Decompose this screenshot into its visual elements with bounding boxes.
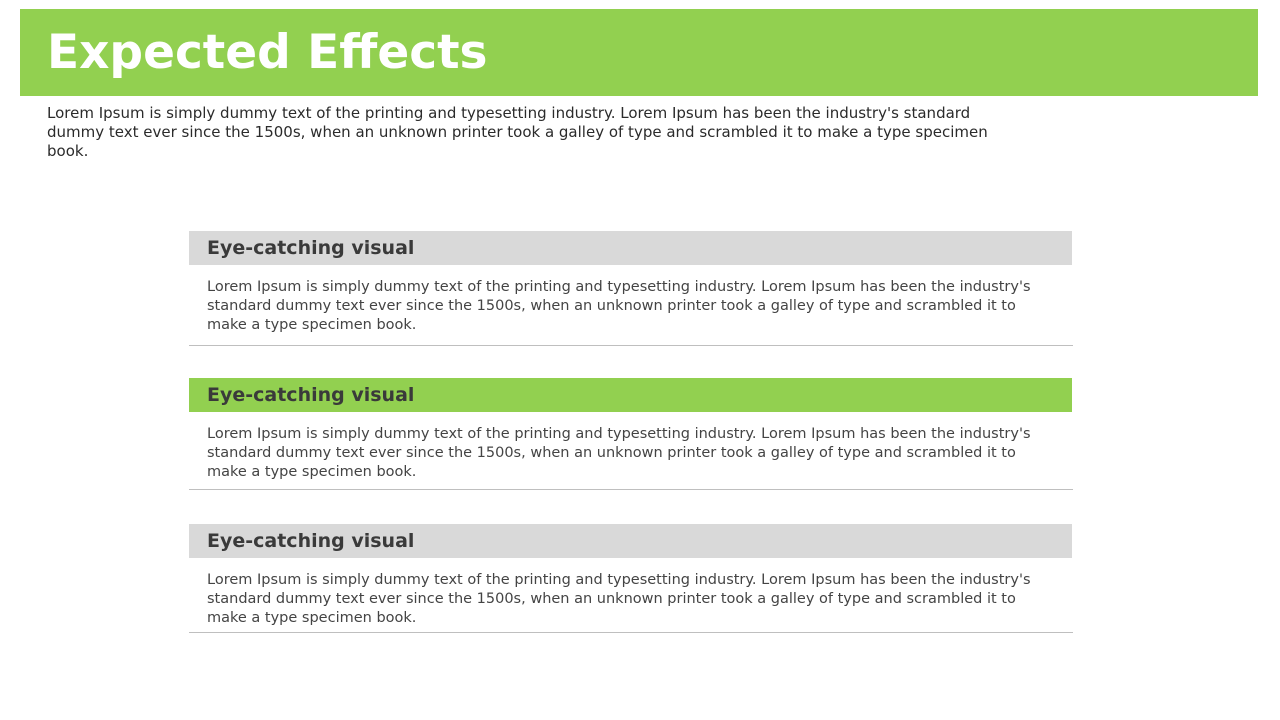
effect-section-3: [189, 524, 1073, 633]
page-title: Expected Effects: [47, 25, 488, 80]
effect-section-2: [189, 378, 1073, 490]
section-body: Lorem Ipsum is simply dummy text of the printing and typesetting industry. Lorem Ipsum has been the industry's standard dummy text ever since the 1500s, when an unknown printer took a galley of type and scrambled it to make a type specimen book.: [207, 279, 1031, 333]
section-body: Lorem Ipsum is simply dummy text of the printing and typesetting industry. Lorem Ipsum has been the industry's standard dummy text ever since the 1500s, when an unknown printer took a galley of type and scrambled it to make a type specimen book.: [207, 572, 1031, 626]
section-divider: [189, 489, 1073, 490]
section-divider: [189, 632, 1073, 633]
section-body: Lorem Ipsum is simply dummy text of the printing and typesetting industry. Lorem Ipsum has been the industry's standard dummy text ever since the 1500s, when an unknown printer took a galley of type and scrambled it to make a type specimen book.: [207, 426, 1031, 480]
title-banner: [20, 9, 1258, 96]
intro-paragraph: Lorem Ipsum is simply dummy text of the printing and typesetting industry. Lorem Ipsum has been the industry's standard dummy text ever since the 1500s, when an unknown printer took a galley of type and scrambled it to make a type specimen book.: [47, 104, 988, 160]
effect-section-1: [189, 231, 1073, 346]
section-header: [189, 524, 1072, 558]
section-divider: [189, 345, 1073, 346]
section-header-highlighted: [189, 378, 1072, 412]
section-heading: Eye-catching visual: [207, 384, 415, 406]
section-header: [189, 231, 1072, 265]
section-heading: Eye-catching visual: [207, 530, 415, 552]
section-heading: Eye-catching visual: [207, 237, 415, 259]
